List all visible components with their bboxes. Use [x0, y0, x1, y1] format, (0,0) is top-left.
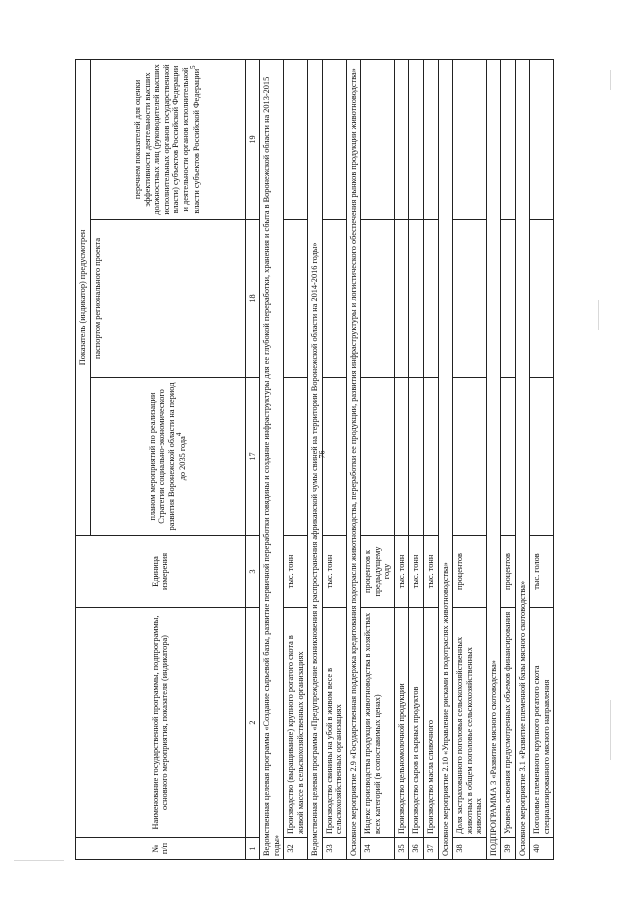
- indicator-name: Поголовье племенного крупного рогатого скота специализированного мясного направления: [530, 608, 554, 838]
- table-row: [423, 59, 438, 859]
- indicator-name: Доля застрахованного поголовья сельскохозяйственных животных в общем поголовье сельскохозяйственных животных: [453, 608, 487, 838]
- table-row: [501, 59, 516, 859]
- unit-cell: тыс. тонн: [322, 536, 346, 608]
- section-title: Ведомственная целевая программа «Предупреждение возникновения и распространения африканской чумы свиней на территории Воронежской области на 2014-2016 годы»: [308, 59, 323, 859]
- col19-cell: [361, 59, 395, 219]
- table-row: [284, 59, 308, 859]
- col18-cell: [284, 220, 308, 378]
- col17-cell: [322, 378, 346, 536]
- col18-cell: [361, 220, 395, 378]
- row-number: 32: [284, 838, 308, 860]
- table-row: [361, 59, 395, 859]
- row-number: 33: [322, 838, 346, 860]
- table-row: [394, 59, 409, 859]
- scan-artifact: [14, 860, 64, 861]
- table-row: [322, 59, 346, 859]
- col17-cell: [409, 378, 424, 536]
- col19-cell: [530, 59, 554, 219]
- col19-cell: [501, 59, 516, 219]
- unit-cell: тыс. тонн: [423, 536, 438, 608]
- indicator-name: Производство сыров и сырных продуктов: [409, 608, 424, 838]
- section-title: Основное мероприятие 3.1 «Развитие племенной базы мясного скотоводства»: [515, 59, 530, 859]
- col19-cell: [394, 59, 409, 219]
- table-row: [409, 59, 424, 859]
- column-numbers-row: [245, 59, 260, 859]
- col19-cell: [423, 59, 438, 219]
- indicator-name: Производство свинины на убой в живом весе в сельскохозяйственных организациях: [322, 608, 346, 838]
- section-row: [260, 59, 284, 859]
- col19-cell: [322, 59, 346, 219]
- row-number: 35: [394, 838, 409, 860]
- col17-cell: [361, 378, 395, 536]
- unit-cell: тыс. тонн: [284, 536, 308, 608]
- column-number: 3: [245, 536, 260, 608]
- section-title: Основное мероприятие 2.10 «Управление рисками в подотраслях животноводства»: [438, 59, 453, 859]
- column-number: 18: [245, 220, 260, 378]
- header-unit: Единица измерения: [76, 536, 246, 608]
- header-col17: планом мероприятий по реализации Стратегии социально-экономического развития Воронежской области на период до 2035 года$^4$: [90, 378, 245, 536]
- column-number: 2: [245, 608, 260, 838]
- section-row: [486, 59, 501, 859]
- col18-cell: [423, 220, 438, 378]
- indicator-name: Уровень освоения предусмотренных объемов финансирования: [501, 608, 516, 838]
- section-title: ПОДПРОГРАММА 3 «Развитие мясного скотоводства»: [486, 59, 501, 859]
- section-row: [438, 59, 453, 859]
- section-title: Основное мероприятие 2.9 «Государственная поддержка кредитования подотрасли животноводства, переработки ее продукции, развития инфраструктуры и логистического обеспечения рынков продукции животноводства»: [346, 59, 361, 859]
- indicators-table: [75, 59, 554, 860]
- unit-cell: тыс. тонн: [409, 536, 424, 608]
- header-name: Наименование государственной программы, подпрограммы, основного мероприятия, показателя (индикатора): [76, 608, 246, 838]
- col19-cell: [453, 59, 487, 219]
- unit-cell: тыс. тонн: [394, 536, 409, 608]
- col18-cell: [322, 220, 346, 378]
- section-title: Ведомственная целевая программа «Создание сырьевой базы, развитие первичной переработки говядины и создание инфраструктуры для ее глубокой переработки, хранения и сбыта в Воронежской области на 2013-2015 годы»: [260, 59, 284, 859]
- col17-cell: [453, 378, 487, 536]
- unit-cell: процентов: [501, 536, 516, 608]
- column-number: 1: [245, 838, 260, 860]
- col17-cell: [501, 378, 516, 536]
- col18-cell: [530, 220, 554, 378]
- col17-cell: [423, 378, 438, 536]
- column-number: 17: [245, 378, 260, 536]
- unit-cell: процентов к предыдущему году: [361, 536, 395, 608]
- rotated-table-wrapper: [75, 60, 615, 860]
- col18-cell: [394, 220, 409, 378]
- section-row: [308, 59, 323, 859]
- indicator-name: Производство цельномолочной продукции: [394, 608, 409, 838]
- section-row: [515, 59, 530, 859]
- section-row: [346, 59, 361, 859]
- col17-cell: [284, 378, 308, 536]
- table-row: [453, 59, 487, 859]
- unit-cell: процентов: [453, 536, 487, 608]
- row-number: 38: [453, 838, 487, 860]
- col18-cell: [501, 220, 516, 378]
- indicator-name: Производство масла сливочного: [423, 608, 438, 838]
- col17-cell: [394, 378, 409, 536]
- header-num: № п/п: [76, 838, 246, 860]
- col19-cell: [409, 59, 424, 219]
- header-col18: паспортом регионального проекта: [90, 220, 245, 378]
- row-number: 34: [361, 838, 395, 860]
- header-col19: перечнем показателей для оценки эффективности деятельности высших должностных лиц (руководителей высших исполнительных органов государственной власти) субъектов Российской Федерации и деятельности органов исполнительной власти субъектов Российской Федерации$^5$: [90, 59, 245, 219]
- header-group: Показатель (индикатор) предусмотрен: [76, 59, 91, 535]
- row-number: 39: [501, 838, 516, 860]
- table-body: [260, 59, 554, 859]
- col17-cell: [530, 378, 554, 536]
- col18-cell: [409, 220, 424, 378]
- row-number: 40: [530, 838, 554, 860]
- row-number: 37: [423, 838, 438, 860]
- col18-cell: [453, 220, 487, 378]
- page-number: 76: [317, 450, 327, 459]
- row-number: 36: [409, 838, 424, 860]
- indicator-name: Производство (выращивание) крупного рогатого скота в живой массе в сельскохозяйственных организациях: [284, 608, 308, 838]
- table-row: [530, 59, 554, 859]
- column-number: 19: [245, 59, 260, 219]
- indicator-name: Индекс производства продукции животноводства в хозяйствах всех категорий (в сопоставимых ценах): [361, 608, 395, 838]
- col19-cell: [284, 59, 308, 219]
- unit-cell: тыс. голов: [530, 536, 554, 608]
